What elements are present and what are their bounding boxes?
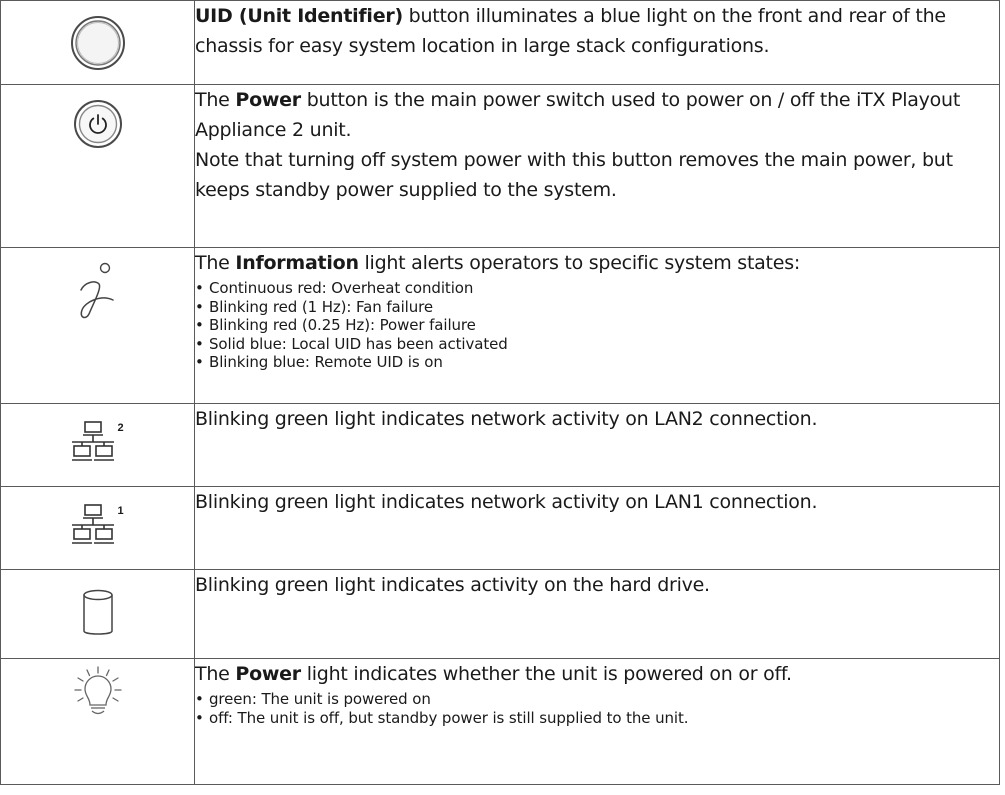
icon-cell	[1, 570, 195, 659]
power-button-icon	[72, 98, 124, 150]
uid-button-icon	[68, 13, 128, 73]
table-row-lan2	[1, 404, 1000, 487]
information-light-icon	[75, 260, 121, 324]
lan1-icon-label: 1	[117, 505, 124, 517]
table-row-information-light	[1, 248, 1000, 404]
description-text: The Power light indicates whether the unit is powered on or off.	[195, 663, 792, 685]
list-item: • green: The unit is powered on	[195, 690, 999, 709]
description-cell	[195, 487, 1000, 570]
list-item: • Blinking blue: Remote UID is on	[195, 353, 999, 372]
icon-cell	[1, 248, 195, 404]
icon-cell	[1, 1, 195, 85]
description-cell	[195, 404, 1000, 487]
icon-cell	[1, 404, 195, 487]
icon-cell	[1, 487, 195, 570]
description-text: The Power button is the main power switch used to power on / off the iTX Playout Appliance 2 unit.	[195, 89, 961, 141]
lan1-icon-wrapper	[70, 501, 126, 549]
icon-cell	[1, 659, 195, 785]
table-row-power-button	[1, 85, 1000, 248]
lan1-network-icon	[70, 503, 116, 547]
status-list	[195, 279, 999, 372]
description-cell	[195, 248, 1000, 404]
table-row-hard-drive	[1, 570, 1000, 659]
description-cell	[195, 85, 1000, 248]
table-row-uid-button	[1, 1, 1000, 85]
list-item: • Blinking red (1 Hz): Fan failure	[195, 298, 999, 317]
status-list	[195, 690, 999, 727]
list-item: • off: The unit is off, but standby power is still supplied to the unit.	[195, 709, 999, 728]
description-cell	[195, 659, 1000, 785]
hard-drive-icon	[82, 588, 114, 638]
icon-cell	[1, 85, 195, 248]
list-item: • Solid blue: Local UID has been activated	[195, 335, 999, 354]
description-note: Note that turning off system power with this button removes the main power, but keeps standby power supplied to the system.	[195, 149, 953, 201]
description-cell	[195, 570, 1000, 659]
description-text: Blinking green light indicates network activity on LAN1 connection.	[195, 491, 818, 513]
table-row-lan1	[1, 487, 1000, 570]
list-item: • Blinking red (0.25 Hz): Power failure	[195, 316, 999, 335]
description-cell	[195, 1, 1000, 85]
power-button-term: Power	[235, 89, 301, 111]
table-row-power-light	[1, 659, 1000, 785]
power-light-icon	[72, 665, 124, 717]
description-text: Blinking green light indicates activity on the hard drive.	[195, 574, 710, 596]
list-item: • Continuous red: Overheat condition	[195, 279, 999, 298]
power-light-term: Power	[235, 663, 301, 685]
information-light-term: Information	[235, 252, 359, 274]
lan2-icon-wrapper	[70, 418, 126, 466]
uid-button-term: UID (Unit Identifier)	[195, 5, 403, 27]
description-text: UID (Unit Identifier) button illuminates a blue light on the front and rear of the chassis for easy system location in large stack configurations.	[195, 5, 946, 57]
description-text: The Information light alerts operators to specific system states:	[195, 252, 800, 274]
description-text: Blinking green light indicates network activity on LAN2 connection.	[195, 408, 818, 430]
lan2-network-icon	[70, 420, 116, 464]
lan2-icon-label: 2	[117, 422, 124, 434]
